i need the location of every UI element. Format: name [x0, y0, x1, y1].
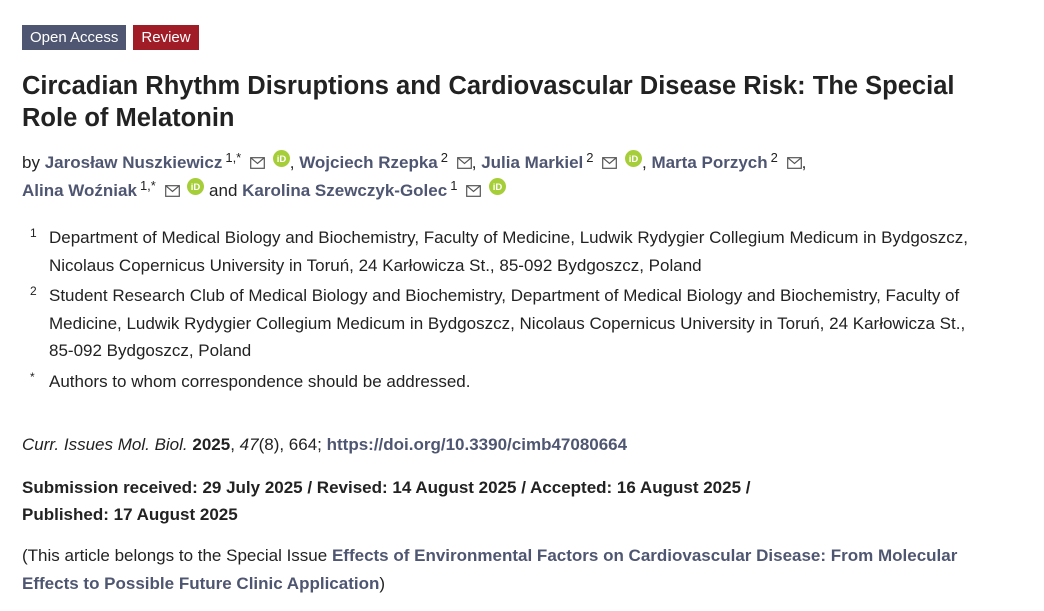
and-label: and	[209, 181, 238, 200]
special-issue-suffix: )	[379, 574, 386, 593]
envelope-icon[interactable]	[787, 157, 802, 169]
author-link[interactable]: Jarosław Nuszkiewicz	[44, 153, 223, 172]
affiliation-list	[30, 224, 1022, 395]
badge-row	[22, 25, 1022, 50]
author-affil-sup: 2	[586, 150, 594, 165]
doi-link[interactable]: https://doi.org/10.3390/cimb47080664	[326, 435, 628, 454]
svg-text:iD: iD	[492, 182, 503, 194]
author-link[interactable]: Marta Porzych	[651, 153, 768, 172]
affiliation-number: 1	[30, 226, 37, 240]
affiliation-item	[30, 282, 1022, 365]
orcid-icon[interactable]	[625, 150, 642, 167]
affiliation-text: Department of Medical Biology and Biochemistry, Faculty of Medicine, Ludwik Rydygier Collegium Medicum in Bydgoszcz, Nicolaus Copernicus University in Toruń, 24 Karłowicza St., 85-092 Bydgoszcz, Poland	[49, 228, 969, 275]
orcid-icon[interactable]	[489, 178, 506, 195]
article-title: Circadian Rhythm Disruptions and Cardiovascular Disease Risk: The Special Role of Melatonin	[22, 72, 955, 132]
journal-name: Curr. Issues Mol. Biol.	[22, 435, 188, 454]
special-issue-prefix: (This article belongs to the Special Issue	[22, 546, 328, 565]
envelope-icon[interactable]	[250, 157, 265, 169]
author-affil-sup: 1,*	[225, 150, 242, 165]
citation-volume: 47	[239, 435, 259, 454]
envelope-icon[interactable]	[165, 185, 180, 197]
svg-text:iD: iD	[628, 154, 639, 166]
citation-line: Curr. Issues Mol. Biol. 2025, 47(8), 664; https://doi.org/10.3390/cimb47080664	[22, 435, 628, 454]
orcid-icon[interactable]	[187, 178, 204, 195]
author-affil-sup: 2	[770, 150, 778, 165]
special-issue-link[interactable]: Effects of Environmental Factors on Cardiovascular Disease: From Molecular Effects to Possible Future Clinic Application	[22, 546, 958, 593]
special-issue-note	[22, 542, 982, 598]
svg-text:iD: iD	[191, 182, 201, 194]
article-header	[22, 25, 1022, 598]
author-link[interactable]: Alina Woźniak	[22, 181, 137, 200]
affiliation-item	[30, 368, 1022, 396]
orcid-icon[interactable]	[273, 150, 290, 167]
author-list: by Jarosław Nuszkiewicz $^{1,*}$ iD , Wojciech Rzepka $^2$ , Julia Markiel $^2$ iD , Marta Porzych $^2$ , Alina Woźniak $^{1,*}$ iD and Karolina Szewczyk-Golec $^1$ iD	[22, 150, 807, 200]
author-affil-sup: 1,*	[139, 178, 156, 193]
by-label: by	[22, 153, 40, 172]
svg-text:iD: iD	[276, 154, 286, 166]
citation-issue-page: (8), 664;	[258, 435, 322, 454]
affiliation-text: Authors to whom correspondence should be addressed.	[49, 371, 471, 391]
affiliation-number: *	[30, 369, 35, 384]
envelope-icon[interactable]	[457, 157, 472, 169]
envelope-icon[interactable]	[466, 185, 481, 197]
affiliation-number: 2	[30, 284, 37, 298]
affiliation-item	[30, 224, 1022, 279]
open-access-badge[interactable]: Open Access	[22, 25, 126, 50]
review-badge[interactable]: Review	[133, 25, 198, 50]
author-link[interactable]: Julia Markiel	[481, 153, 584, 172]
author-affil-sup: 1	[450, 178, 458, 193]
envelope-icon[interactable]	[602, 157, 617, 169]
publication-dates: Submission received: 29 July 2025 / Revised: 14 August 2025 / Accepted: 16 August 2025 / Published: 17 August 2025	[22, 478, 751, 524]
author-affil-sup: 2	[440, 150, 448, 165]
author-link[interactable]: Wojciech Rzepka	[299, 153, 438, 172]
affiliation-text: Student Research Club of Medical Biology and Biochemistry, Department of Medical Biology and Biochemistry, Faculty of Medicine, Ludwik Rydygier Collegium Medicum in Bydgoszcz, Nicolaus Copernicus University in Toruń, 24 Karłowicza St., 85-092 Bydgoszcz, Poland	[49, 286, 966, 360]
author-link[interactable]: Karolina Szewczyk-Golec	[242, 181, 448, 200]
citation-year: 2025	[192, 435, 231, 454]
